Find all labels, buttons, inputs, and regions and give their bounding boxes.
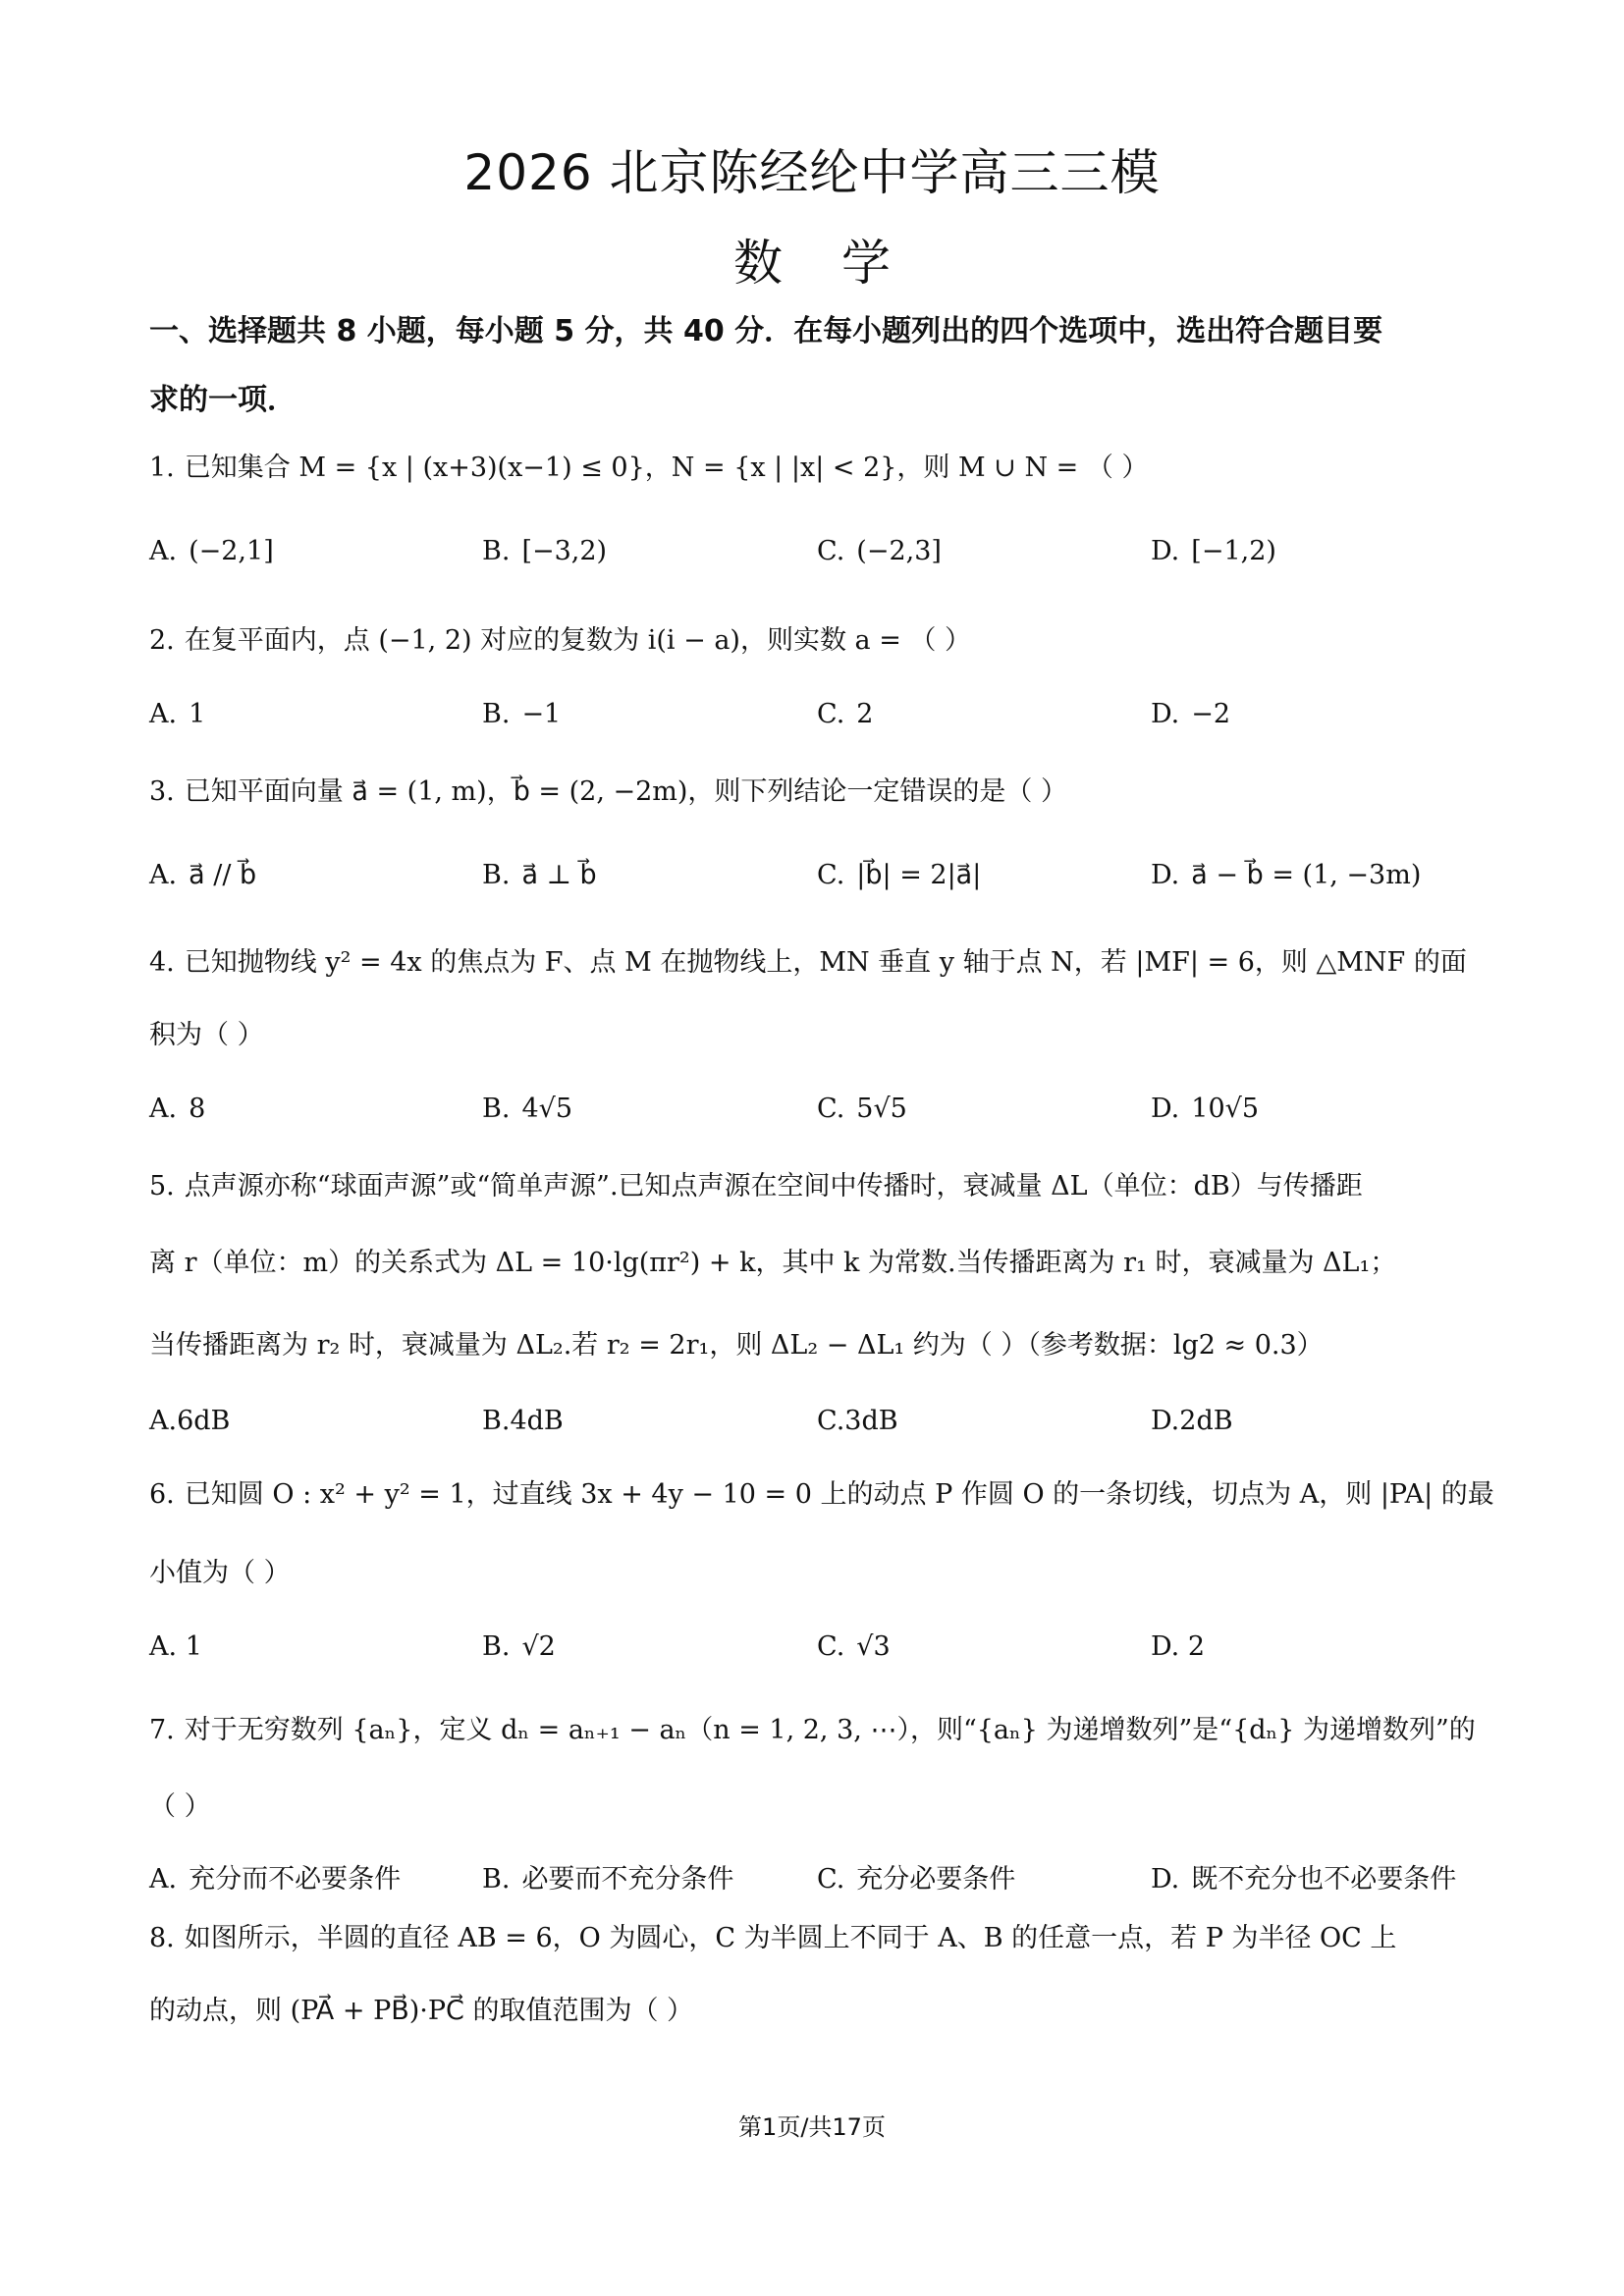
- question-5-line-2: [149, 1245, 1489, 1282]
- option-d[interactable]: D. 10√5: [1151, 1094, 1260, 1124]
- question-number: 3.: [149, 776, 175, 807]
- option-a[interactable]: A.6dB: [149, 1406, 231, 1436]
- option-a[interactable]: A. 8: [149, 1094, 206, 1124]
- question-1: [149, 450, 1489, 487]
- option-b[interactable]: B.4dB: [482, 1406, 564, 1436]
- question-text-line-1: 已知抛物线 y² = 4x 的焦点为 F、点 M 在抛物线上，MN 垂直 y 轴于点 N，若 |MF| = 6，则 △MNF 的面: [184, 947, 1467, 978]
- question-8: [149, 1920, 1489, 1957]
- question-8-continued: [149, 1993, 1489, 2030]
- option-d[interactable]: D. 既不充分也不必要条件: [1151, 1864, 1457, 1895]
- option-c[interactable]: C.3dB: [817, 1406, 898, 1436]
- option-c[interactable]: C. √3: [817, 1631, 891, 1662]
- question-6: [149, 1476, 1494, 1514]
- question-number: 8.: [149, 1923, 175, 1953]
- question-number: 5.: [149, 1171, 175, 1201]
- option-a[interactable]: A. 1: [149, 1631, 202, 1662]
- question-text-line-2: 的动点，则 (PA⃗ + PB⃗)·PC⃗ 的取值范围为（ ）: [149, 1996, 694, 2026]
- question-7-continued: [149, 1789, 1489, 1826]
- question-text-line-1: 如图所示，半圆的直径 AB = 6，O 为圆心，C 为半圆上不同于 A、B 的任意一点，若 P 为半径 OC 上: [184, 1923, 1397, 1953]
- question-text-line-3: 当传播距离为 r₂ 时，衰减量为 ΔL₂.若 r₂ = 2r₁，则 ΔL₂ − ΔL₁ 约为（ ）（参考数据：lg2 ≈ 0.3）: [149, 1330, 1324, 1361]
- question-text-line-1: 对于无穷数列 {aₙ}，定义 dₙ = aₙ₊₁ − aₙ（n = 1, 2, 3, ⋯），则“{aₙ} 为递增数列”是“{dₙ} 为递增数列”的: [184, 1715, 1476, 1745]
- option-b[interactable]: B. 4√5: [482, 1094, 572, 1124]
- section-heading-line-1: 一、选择题共 8 小题，每小题 5 分，共 40 分．在每小题列出的四个选项中，选出符合题目要: [149, 314, 1383, 348]
- question-4-continued: [149, 1017, 1489, 1054]
- question-number: 1.: [149, 453, 175, 483]
- option-b[interactable]: B. −1: [482, 699, 562, 729]
- option-d[interactable]: D. a⃗ − b⃗ = (1, −3m): [1151, 860, 1422, 890]
- question-7: [149, 1712, 1489, 1749]
- option-b[interactable]: B. 必要而不充分条件: [482, 1864, 734, 1895]
- option-d[interactable]: D. [−1,2): [1151, 536, 1276, 566]
- question-5-options: [149, 1406, 1485, 1445]
- option-a[interactable]: A. 充分而不必要条件: [149, 1864, 402, 1895]
- question-text-line-1: 点声源亦称“球面声源”或“简单声源”.已知点声源在空间中传播时，衰减量 ΔL（单位：dB）与传播距: [184, 1171, 1363, 1201]
- option-d[interactable]: D. 2: [1151, 1631, 1206, 1662]
- question-2-options: [149, 699, 1485, 738]
- question-text: 在复平面内，点 (−1, 2) 对应的复数为 i(i − a)，则实数 a = （ ）: [184, 625, 971, 656]
- question-text-line-2: （ ）: [149, 1791, 211, 1822]
- question-6-options: [149, 1631, 1485, 1671]
- question-number: 7.: [149, 1715, 175, 1745]
- option-b[interactable]: B. [−3,2): [482, 536, 608, 566]
- question-number: 6.: [149, 1479, 175, 1510]
- question-4: [149, 944, 1489, 982]
- exam-title: 2026 北京陈经纶中学高三三模: [463, 144, 1161, 201]
- question-text: 已知平面向量 a⃗ = (1, m)，b⃗ = (2, −2m)，则下列结论一定错误的是（ ）: [184, 776, 1068, 807]
- question-number: 4.: [149, 947, 175, 978]
- option-a[interactable]: A. 1: [149, 699, 206, 729]
- option-b[interactable]: B. √2: [482, 1631, 556, 1662]
- option-c[interactable]: C. (−2,3]: [817, 536, 942, 566]
- option-d[interactable]: D.2dB: [1151, 1406, 1233, 1436]
- question-text-line-2: 小值为（ ）: [149, 1558, 291, 1588]
- exam-subject: 数学: [733, 235, 949, 292]
- section-heading-line-2: 求的一项．: [149, 383, 297, 417]
- option-a[interactable]: A. (−2,1]: [149, 536, 274, 566]
- question-4-options: [149, 1094, 1485, 1133]
- question-number: 2.: [149, 625, 175, 656]
- question-text-line-1: 已知圆 O : x² + y² = 1，过直线 3x + 4y − 10 = 0 上的动点 P 作圆 O 的一条切线，切点为 A，则 |PA| 的最: [184, 1479, 1494, 1510]
- question-3: [149, 774, 1489, 811]
- question-text-line-2: 积为（ ）: [149, 1020, 264, 1050]
- question-1-options: [149, 536, 1485, 575]
- option-b[interactable]: B. a⃗ ⊥ b⃗: [482, 860, 597, 890]
- page-number: 第1页/共17页: [738, 2113, 886, 2141]
- question-3-options: [149, 860, 1485, 899]
- option-a[interactable]: A. a⃗ // b⃗: [149, 860, 257, 890]
- option-d[interactable]: D. −2: [1151, 699, 1231, 729]
- option-c[interactable]: C. |b⃗| = 2|a⃗|: [817, 860, 982, 890]
- question-6-continued: [149, 1555, 1489, 1592]
- question-text: 已知集合 M = {x | (x+3)(x−1) ≤ 0}，N = {x | |x| < 2}，则 M ∪ N = （ ）: [184, 453, 1149, 483]
- option-c[interactable]: C. 充分必要条件: [817, 1864, 1016, 1895]
- question-text-line-2: 离 r（单位：m）的关系式为 ΔL = 10·lg(πr²) + k，其中 k 为常数.当传播距离为 r₁ 时，衰减量为 ΔL₁；: [149, 1248, 1397, 1278]
- question-5: [149, 1168, 1489, 1205]
- question-7-options: [149, 1857, 1485, 1896]
- option-c[interactable]: C. 2: [817, 699, 874, 729]
- question-2: [149, 622, 1489, 660]
- question-5-line-3: [149, 1327, 1489, 1364]
- option-c[interactable]: C. 5√5: [817, 1094, 907, 1124]
